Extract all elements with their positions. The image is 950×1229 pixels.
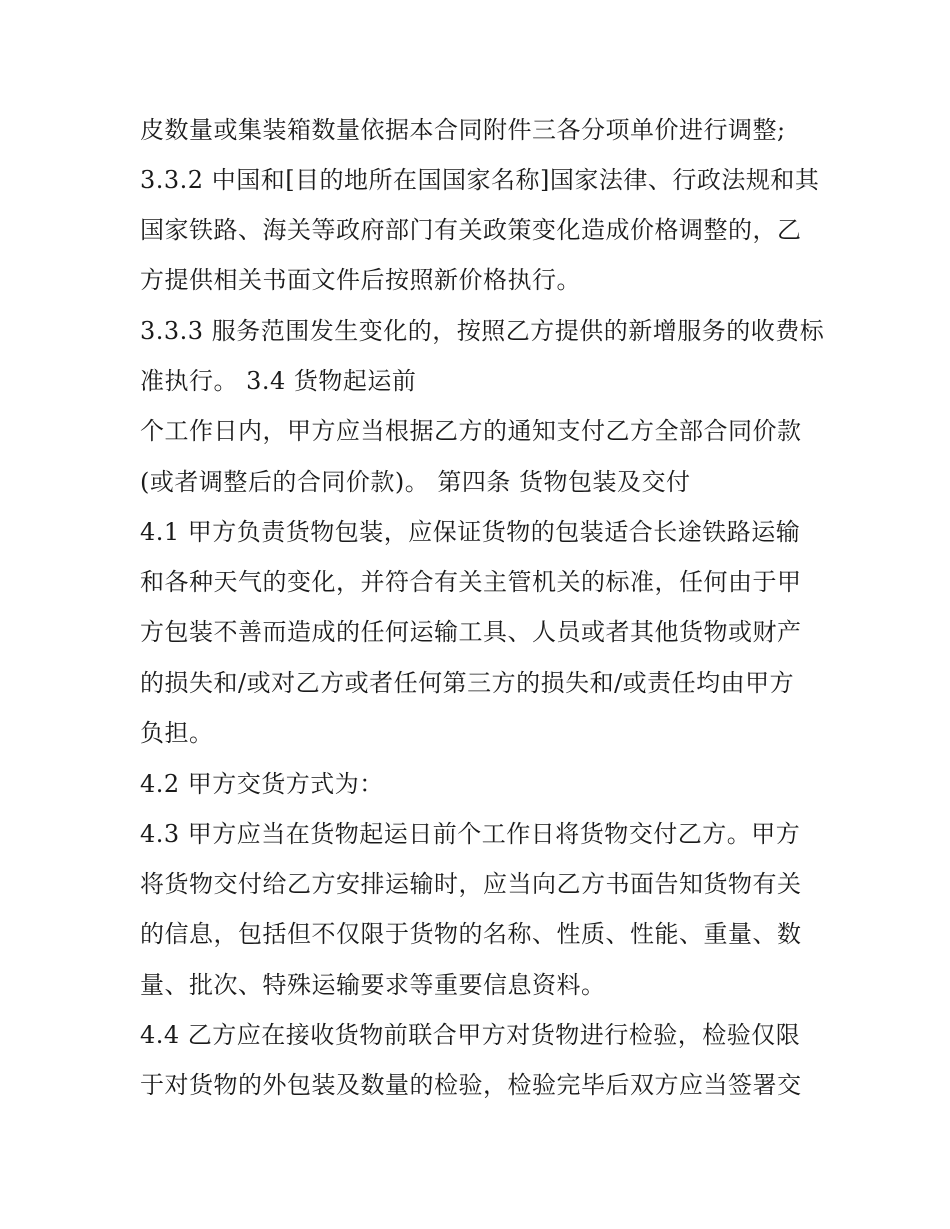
- text-line: 国家铁路、海关等政府部门有关政策变化造成价格调整的，乙: [140, 216, 802, 244]
- text-line: 4.3 甲方应当在货物起运日前个工作日将货物交付乙方。甲方: [140, 820, 801, 848]
- text-line: 个工作日内，甲方应当根据乙方的通知支付乙方全部合同价款: [140, 417, 802, 445]
- text-line: 4.1 甲方负责货物包装，应保证货物的包装适合长途铁路运输: [140, 518, 801, 546]
- text-line: 方提供相关书面文件后按照新价格执行。: [140, 266, 581, 294]
- text-line: 方包装不善而造成的任何运输工具、人员或者其他货物或财产: [140, 618, 802, 646]
- text-line: 负担。: [140, 719, 214, 747]
- text-line: (或者调整后的合同价款)。 第四条 货物包装及交付: [140, 468, 691, 496]
- text-line: 皮数量或集装箱数量依据本合同附件三各分项单价进行调整;: [140, 116, 786, 144]
- text-line: 准执行。 3.4 货物起运前: [140, 367, 417, 395]
- text-line: 4.4 乙方应在接收货物前联合甲方对货物进行检验，检验仅限: [140, 1021, 801, 1049]
- text-line: 量、批次、特殊运输要求等重要信息资料。: [140, 971, 606, 999]
- text-line: 4.2 甲方交货方式为：: [140, 770, 384, 798]
- text-line: 将货物交付给乙方安排运输时，应当向乙方书面告知货物有关: [140, 870, 802, 898]
- text-line: 3.3.3 服务范围发生变化的，按照乙方提供的新增服务的收费标: [140, 317, 825, 345]
- text-line: 于对货物的外包装及数量的检验，检验完毕后双方应当签署交: [140, 1071, 802, 1099]
- text-line: 的损失和/或对乙方或者任何第三方的损失和/或责任均由甲方: [140, 669, 795, 697]
- text-line: 的信息，包括但不仅限于货物的名称、性质、性能、重量、数: [140, 920, 802, 948]
- text-line: 3.3.2 中国和[目的地所在国国家名称]国家法律、行政法规和其: [140, 166, 820, 194]
- text-line: 和各种天气的变化，并符合有关主管机关的标准，任何由于甲: [140, 568, 802, 596]
